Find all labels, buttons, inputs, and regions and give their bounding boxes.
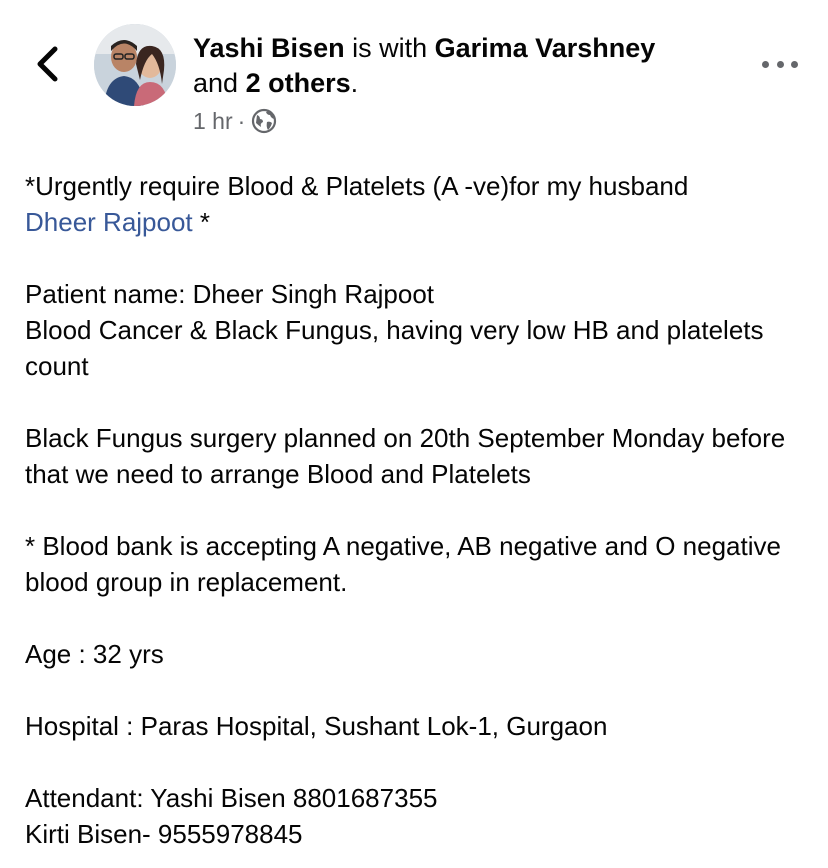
more-options-button[interactable] xyxy=(762,54,798,74)
others-link[interactable]: 2 others xyxy=(245,68,351,98)
author-name[interactable]: Yashi Bisen xyxy=(193,33,345,63)
back-button[interactable] xyxy=(30,40,64,88)
patient-condition: Blood Cancer & Black Fungus, having very low HB and platelets count xyxy=(25,315,764,381)
mention-link[interactable]: Dheer Rajpoot xyxy=(25,207,193,237)
blood-bank-info: * Blood bank is accepting A negative, AB negative and O negative blood group in replacement. xyxy=(25,531,781,597)
post-body xyxy=(25,168,805,852)
hospital-info: Hospital : Paras Hospital, Sushant Lok-1, Gurgaon xyxy=(25,711,608,741)
post-timestamp[interactable]: 1 hr xyxy=(193,107,233,134)
post-intro xyxy=(25,168,805,240)
post-author-line xyxy=(193,31,733,101)
post-meta xyxy=(193,104,277,138)
patient-name: Patient name: Dheer Singh Rajpoot xyxy=(25,279,435,309)
tagged-person[interactable]: Garima Varshney xyxy=(434,33,656,63)
meta-separator: · xyxy=(237,107,246,134)
intro-text: *Urgently require Blood & Platelets (A -ve)for my husband xyxy=(25,171,689,201)
chevron-left-icon xyxy=(35,46,59,82)
attendant-info xyxy=(25,780,805,852)
more-dot xyxy=(777,61,784,68)
with-text: is with xyxy=(352,33,428,63)
attendant-2: Kirti Bisen- 9555978845 xyxy=(25,819,303,849)
and-text: and xyxy=(193,68,239,98)
more-dot xyxy=(791,61,798,68)
age-info: Age : 32 yrs xyxy=(25,639,164,669)
post-header xyxy=(0,0,828,150)
surgery-info: Black Fungus surgery planned on 20th September Monday before that we need to arrange Blood and Platelets xyxy=(25,423,786,489)
globe-icon[interactable] xyxy=(251,108,277,134)
intro-suffix: * xyxy=(192,207,210,237)
more-horizontal-icon xyxy=(762,61,769,68)
patient-details xyxy=(25,276,805,384)
avatar[interactable] xyxy=(94,24,176,106)
attendant-1: Attendant: Yashi Bisen 8801687355 xyxy=(25,783,438,813)
period: . xyxy=(350,68,359,98)
